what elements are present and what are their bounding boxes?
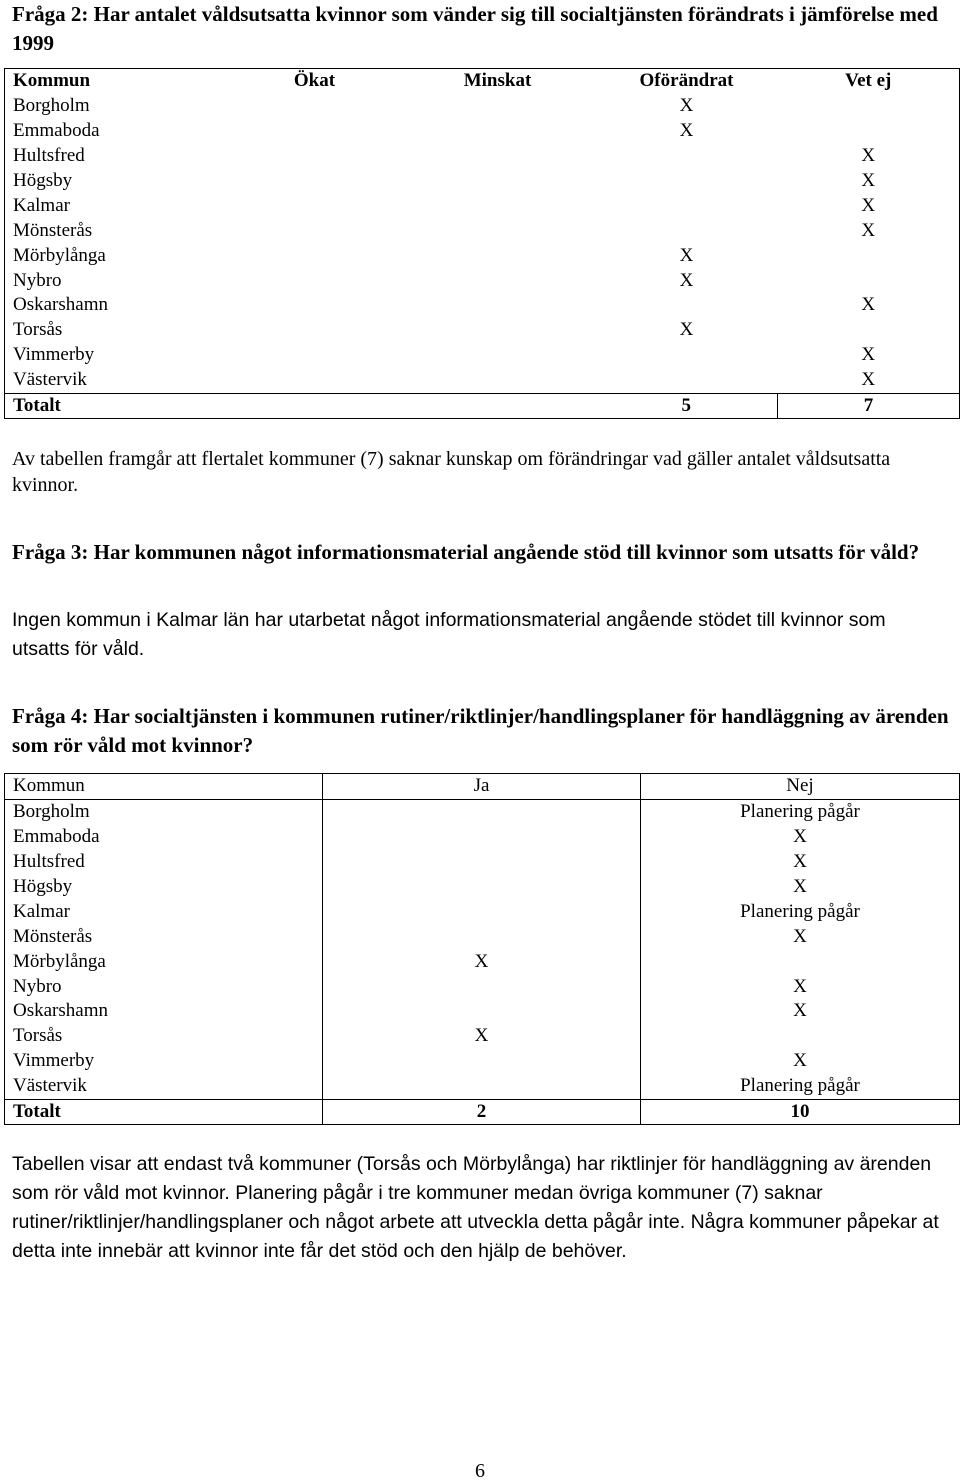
q4-table-row [5, 1049, 960, 1074]
q4-kommun-cell: Västervik [5, 1074, 323, 1099]
q2-value-cell [230, 193, 400, 218]
q2-total-label: Totalt [5, 393, 230, 419]
q4-kommun-cell: Vimmerby [5, 1049, 323, 1074]
q2-kommun-cell: Mörbylånga [5, 243, 230, 268]
q2-value-cell [400, 318, 596, 343]
q2-value-cell [230, 144, 400, 169]
q2-value-cell [230, 268, 400, 293]
q2-value-cell: X [778, 218, 960, 243]
q2-value-cell [400, 218, 596, 243]
q2-value-cell [230, 293, 400, 318]
q4-value-cell: Planering pågår [641, 899, 960, 924]
q2-value-cell [596, 218, 778, 243]
q2-value-cell [778, 94, 960, 119]
q4-value-cell: X [641, 850, 960, 875]
q4-value-cell: X [323, 1024, 641, 1049]
q2-table-body [5, 94, 960, 393]
q4-value-cell [323, 974, 641, 999]
q4-total-nej: 10 [641, 1099, 960, 1125]
q4-table-row [5, 1024, 960, 1049]
q2-value-cell [778, 243, 960, 268]
q2-table-row [5, 368, 960, 393]
q4-table-row [5, 799, 960, 824]
q4-col-nej: Nej [641, 774, 960, 800]
q2-value-cell: X [778, 368, 960, 393]
q4-kommun-cell: Mönsterås [5, 924, 323, 949]
q2-value-cell: X [679, 120, 694, 142]
q2-value-cell: X [679, 269, 694, 291]
q2-kommun-cell: Emmaboda [5, 119, 230, 144]
q2-value-cell [230, 368, 400, 393]
q4-table-row [5, 949, 960, 974]
q4-value-cell: X [641, 875, 960, 900]
q4-table-row [5, 825, 960, 850]
q2-col-oforandrat: Oförändrat [639, 70, 734, 92]
page-number: 6 [475, 1460, 485, 1482]
q4-value-cell: Planering pågår [641, 799, 960, 824]
q2-value-cell [400, 144, 596, 169]
q2-table-row [5, 169, 960, 194]
q2-kommun-cell: Nybro [5, 268, 230, 293]
q2-value-cell [400, 293, 596, 318]
q2-kommun-cell: Torsås [5, 318, 230, 343]
q2-table-row [5, 243, 960, 268]
q2-value-cell [230, 94, 400, 119]
q4-table-body [5, 799, 960, 1099]
q3-heading: Fråga 3: Har kommunen något informationsmaterial angående stöd till kvinnor som utsatts för våld? [12, 540, 920, 564]
q4-col-ja: Ja [323, 774, 641, 800]
q4-table-row [5, 999, 960, 1024]
q2-value-cell [400, 243, 596, 268]
q2-value-cell [400, 193, 596, 218]
q4-value-cell: X [641, 924, 960, 949]
q4-value-cell [323, 850, 641, 875]
q4-value-cell: Planering pågår [641, 1074, 960, 1099]
q4-total-ja: 2 [323, 1099, 641, 1125]
q2-table-row [5, 144, 960, 169]
q4-table-row [5, 850, 960, 875]
q2-col-vetej: Vet ej [778, 69, 960, 94]
q3-answer: Ingen kommun i Kalmar län har utarbetat något informationsmaterial angående stödet till kvinnor som utsatts för våld. [12, 609, 886, 660]
q2-value-cell [400, 268, 596, 293]
q4-value-cell [323, 1074, 641, 1099]
q2-value-cell: X [778, 343, 960, 368]
q2-col-minskat: Minskat [463, 70, 532, 92]
q2-value-cell: X [778, 144, 960, 169]
q4-value-cell [323, 899, 641, 924]
q2-table-row [5, 94, 960, 119]
q2-total-oforandrat: 5 [596, 393, 778, 419]
q2-total-okat [230, 393, 400, 419]
q2-value-cell [400, 94, 596, 119]
q4-value-cell: X [641, 1049, 960, 1074]
q2-value-cell [230, 243, 400, 268]
q4-kommun-cell: Emmaboda [5, 825, 323, 850]
q4-total-label: Totalt [5, 1099, 323, 1125]
q2-value-cell [596, 368, 778, 393]
q4-value-cell [323, 924, 641, 949]
q4-value-cell: X [641, 974, 960, 999]
q2-value-cell [400, 343, 596, 368]
q2-value-cell [596, 293, 778, 318]
q4-value-cell [323, 799, 641, 824]
q4-table-row [5, 875, 960, 900]
q4-kommun-cell: Kalmar [5, 899, 323, 924]
q2-value-cell [230, 119, 400, 144]
q2-value-cell [596, 193, 778, 218]
q2-kommun-cell: Borgholm [5, 94, 230, 119]
q2-col-okat: Ökat [293, 70, 336, 92]
q2-value-cell: X [679, 244, 694, 266]
q4-value-cell [641, 1024, 960, 1049]
q2-total-minskat [400, 393, 596, 419]
q2-table-header-row [5, 69, 960, 94]
q2-table [4, 68, 960, 419]
q2-kommun-cell: Hultsfred [5, 144, 230, 169]
q2-table-row [5, 343, 960, 368]
q2-value-cell: X [679, 319, 694, 341]
q4-kommun-cell: Oskarshamn [5, 999, 323, 1024]
q2-table-row [5, 268, 960, 293]
q4-kommun-cell: Nybro [5, 974, 323, 999]
q4-col-kommun: Kommun [5, 774, 323, 800]
q2-value-cell [230, 218, 400, 243]
q4-kommun-cell: Högsby [5, 875, 323, 900]
q2-kommun-cell: Mönsterås [5, 218, 230, 243]
q2-kommun-cell: Kalmar [5, 193, 230, 218]
q4-total-row [5, 1099, 960, 1125]
q4-table-row [5, 1074, 960, 1099]
q2-table-row [5, 193, 960, 218]
q2-kommun-cell: Västervik [5, 368, 230, 393]
q4-table-row [5, 974, 960, 999]
q4-table [4, 773, 960, 1125]
q2-summary: Av tabellen framgår att flertalet kommuner (7) saknar kunskap om förändringar vad gäller antalet våldsutsatta kvinnor. [12, 448, 891, 496]
q4-kommun-cell: Hultsfred [5, 850, 323, 875]
q4-kommun-cell: Borgholm [5, 799, 323, 824]
q2-table-row [5, 293, 960, 318]
q4-value-cell [323, 999, 641, 1024]
q4-summary: Tabellen visar att endast två kommuner (Torsås och Mörbylånga) har riktlinjer för handläggning av ärenden som rör våld mot kvinnor. Planering pågår i tre kommuner medan övriga kommuner (7) saknar rutiner/riktlinjer/handlingsplaner och något arbete att utveckla detta pågår inte. Några kommuner påpekar at detta inte innebär att kvinnor inte får det stöd och den hjälp de behöver. [12, 1153, 939, 1262]
q4-value-cell: X [641, 825, 960, 850]
q4-table-header-row [5, 774, 960, 800]
q2-value-cell: X [778, 169, 960, 194]
q2-total-row [5, 393, 960, 419]
q2-value-cell [596, 144, 778, 169]
q2-value-cell [400, 169, 596, 194]
q2-value-cell [230, 318, 400, 343]
q4-heading: Fråga 4: Har socialtjänsten i kommunen rutiner/riktlinjer/handlingsplaner för handläggning av ärenden som rör våld mot kvinnor? [12, 704, 949, 757]
q2-value-cell [778, 318, 960, 343]
q2-total-vetej: 7 [778, 393, 960, 419]
q2-value-cell [230, 343, 400, 368]
q2-heading: Fråga 2: Har antalet våldsutsatta kvinnor som vänder sig till socialtjänsten förändrats i jämförelse med 1999 [12, 2, 938, 55]
q4-table-row [5, 899, 960, 924]
q4-value-cell: X [323, 949, 641, 974]
q4-value-cell [641, 949, 960, 974]
q2-table-row [5, 218, 960, 243]
q2-value-cell [596, 169, 778, 194]
q2-value-cell: X [778, 193, 960, 218]
q4-kommun-cell: Mörbylånga [5, 949, 323, 974]
q2-col-kommun: Kommun [5, 69, 230, 94]
q2-table-row [5, 119, 960, 144]
q4-table-row [5, 924, 960, 949]
q2-kommun-cell: Högsby [5, 169, 230, 194]
q2-value-cell [778, 268, 960, 293]
q4-value-cell: X [641, 999, 960, 1024]
q2-value-cell [400, 119, 596, 144]
q2-kommun-cell: Vimmerby [5, 343, 230, 368]
q2-value-cell [230, 169, 400, 194]
q2-value-cell: X [679, 95, 694, 117]
q4-value-cell [323, 825, 641, 850]
q2-value-cell [400, 368, 596, 393]
q2-table-row [5, 318, 960, 343]
q2-kommun-cell: Oskarshamn [5, 293, 230, 318]
q2-value-cell [596, 343, 778, 368]
q4-value-cell [323, 875, 641, 900]
q2-value-cell: X [778, 293, 960, 318]
q4-value-cell [323, 1049, 641, 1074]
q2-value-cell [778, 119, 960, 144]
q4-kommun-cell: Torsås [5, 1024, 323, 1049]
